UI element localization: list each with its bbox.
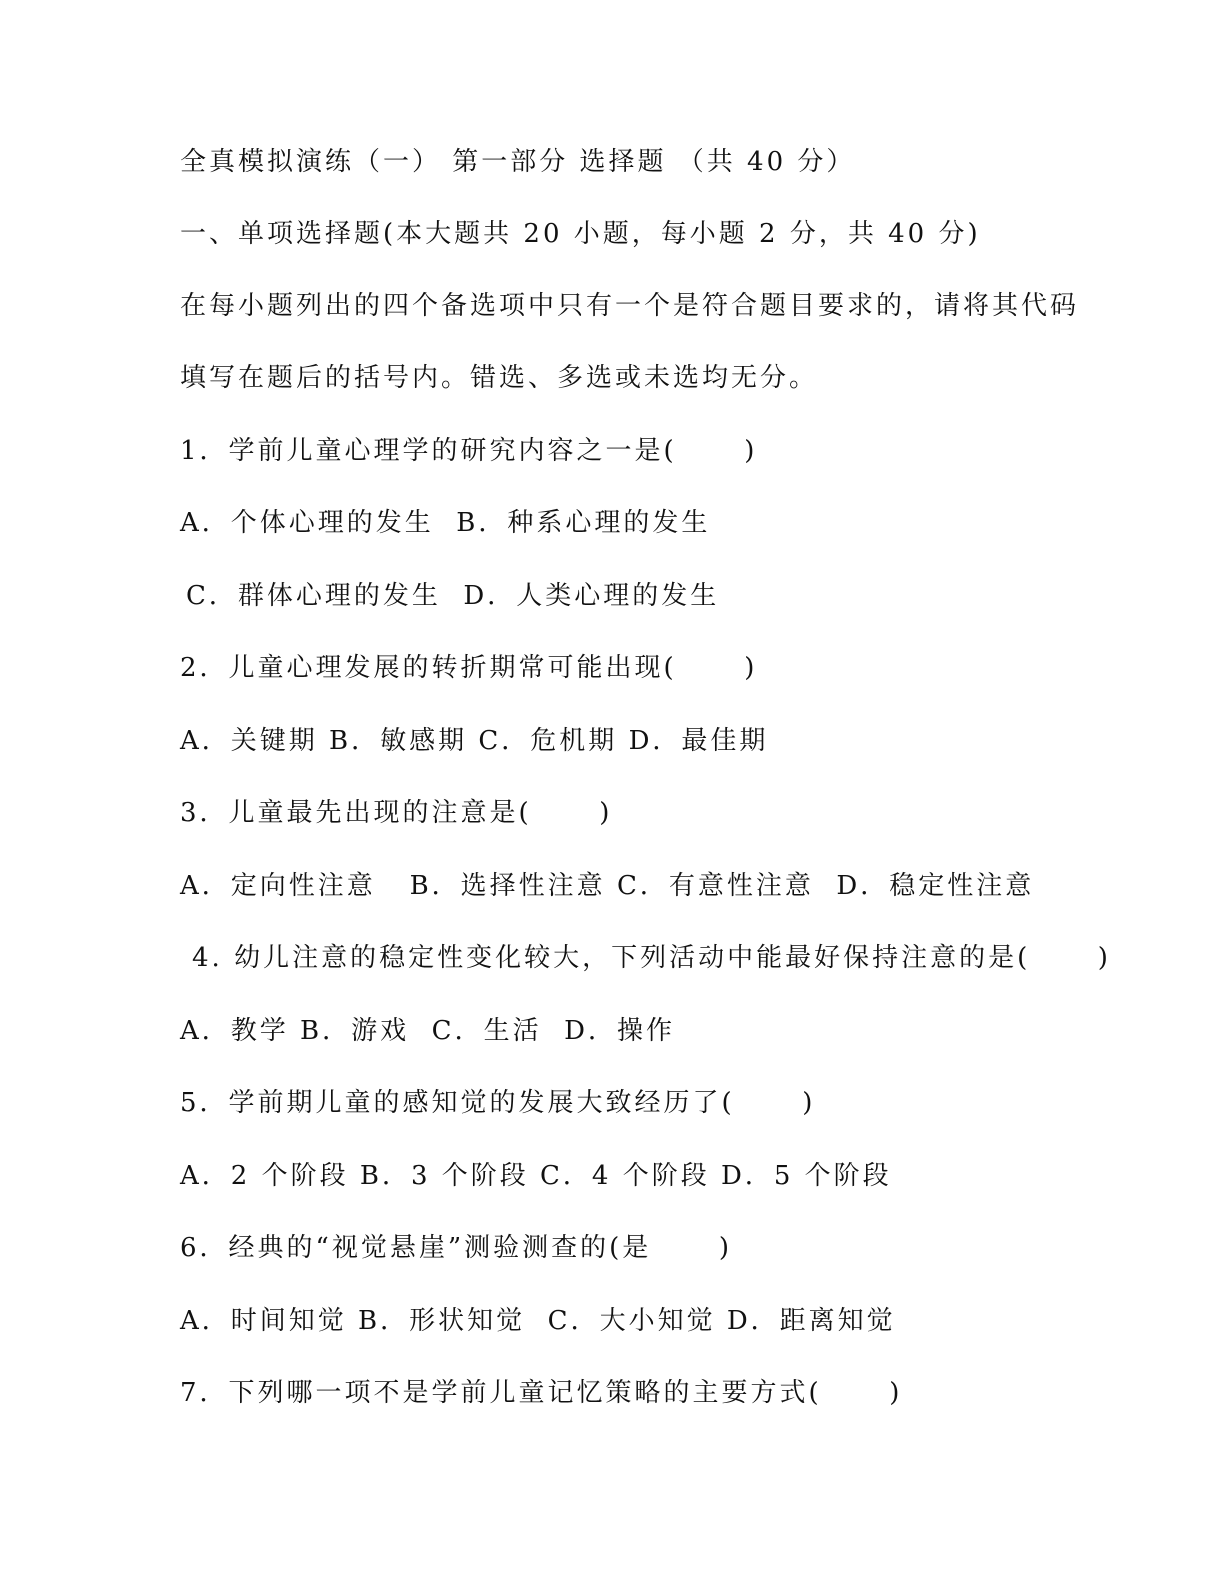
- instructions-line-1: 在每小题列出的四个备选项中只有一个是符合题目要求的，请将其代码: [180, 291, 1080, 321]
- question-5-options: A．2 个阶段 B．3 个阶段 C．4 个阶段 D．5 个阶段: [180, 1161, 892, 1191]
- question-2-options: A．关键期 B．敏感期 C．危机期 D．最佳期: [180, 726, 769, 756]
- question-3: 3．儿童最先出现的注意是( ): [180, 798, 613, 828]
- question-7: 7．下列哪一项不是学前儿童记忆策略的主要方式( ): [180, 1378, 903, 1408]
- instructions-line-2: 填写在题后的括号内。错选、多选或未选均无分。: [180, 363, 819, 393]
- question-6: 6．经典的“视觉悬崖”测验测查的(是 ): [180, 1233, 733, 1263]
- section-heading: 一、单项选择题(本大题共 20 小题，每小题 2 分，共 40 分): [180, 219, 981, 249]
- question-4-options: A．教学 B．游戏 C．生活 D．操作: [180, 1016, 675, 1046]
- question-6-options: A．时间知觉 B．形状知觉 C．大小知觉 D．距离知觉: [180, 1306, 896, 1336]
- question-2: 2．儿童心理发展的转折期常可能出现( ): [180, 653, 758, 683]
- section-title: 全真模拟演练（一） 第一部分 选择题 （共 40 分）: [180, 147, 856, 177]
- question-1-options-cd: C．群体心理的发生 D．人类心理的发生: [186, 581, 720, 611]
- question-3-options: A．定向性注意 B．选择性注意 C．有意性注意 D．稳定性注意: [180, 871, 1035, 901]
- question-5: 5．学前期儿童的感知觉的发展大致经历了( ): [180, 1088, 816, 1118]
- question-1-options-ab: A．个体心理的发生 B．种系心理的发生: [180, 508, 711, 538]
- question-4: 4. 幼儿注意的稳定性变化较大，下列活动中能最好保持注意的是( ): [192, 943, 1111, 973]
- question-1: 1．学前儿童心理学的研究内容之一是( ): [180, 436, 758, 466]
